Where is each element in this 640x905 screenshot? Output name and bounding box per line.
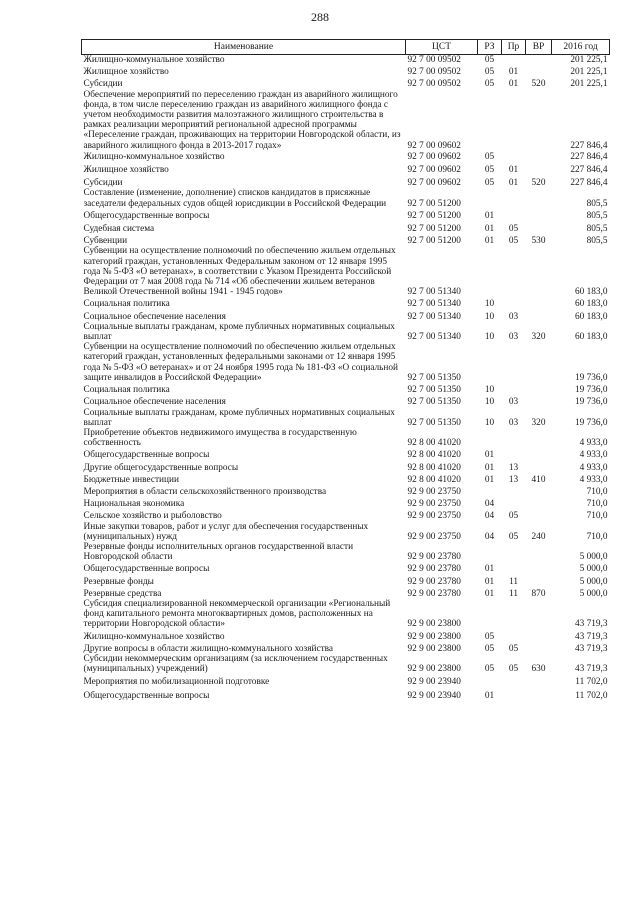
row-rz: 04 [484, 511, 495, 522]
row-pr [502, 542, 526, 562]
row-vr: 320 [531, 417, 546, 428]
row-vr: 320 [531, 332, 546, 343]
row-pr [502, 90, 526, 151]
row-name: Приобретение объектов недвижимого имущества в государственную собственность [83, 427, 357, 449]
row-rz [478, 542, 502, 562]
row-pr [502, 428, 526, 448]
row-vr [526, 246, 552, 297]
row-sum: 805,5 [586, 236, 608, 247]
budget-table [81, 39, 610, 701]
row-name: Другие вопросы в области жилищно-коммунального хозяйства [83, 643, 334, 654]
row-vr [526, 383, 552, 395]
row-rz [478, 485, 502, 497]
row-rz: 01 [484, 588, 495, 599]
row-vr: 870 [531, 588, 546, 599]
row-sum: 710,0 [586, 499, 608, 510]
row-name: Общегосударственные вопросы [83, 210, 210, 221]
row-pr [502, 246, 526, 297]
row-pr [502, 562, 526, 574]
row-code: 92 9 00 23800 [407, 643, 461, 654]
row-code: 92 9 00 23780 [407, 576, 461, 587]
row-name: Субвенции на осуществление полномочий по обеспечению жильем отдельных категорий граждан, установленных федеральными законами от 12 января 1995 года № 5-ФЗ «О ветеранах» и от 24 ноября 1995 года № 181-ФЗ «О социальной защите инвалидов в Российской Федерации» [83, 342, 399, 383]
row-name: Резервные фонды исполнительных органов государственной власти Новгородской области [83, 541, 354, 563]
row-name: Субсидия специализированной некоммерческой организации «Региональный фонд капитального ремонта многоквартирных домов, расположенных на территории Новгородской области» [83, 598, 391, 630]
row-code: 92 7 00 51340 [407, 287, 461, 298]
row-rz [478, 342, 502, 383]
header-pr: Пр [502, 40, 526, 55]
row-sum: 60 183,0 [574, 287, 608, 298]
row-vr [526, 428, 552, 448]
row-name: Социальная политика [83, 385, 170, 396]
row-code: 92 8 00 41020 [407, 450, 461, 461]
row-code: 92 7 00 09602 [407, 178, 461, 189]
row-sum: 19 736,0 [574, 372, 608, 383]
row-rz: 05 [484, 67, 495, 78]
page-number: 288 [311, 10, 329, 24]
row-name: Общегосударственные вопросы [83, 690, 210, 701]
row-vr [526, 630, 552, 642]
table-header-row [82, 40, 610, 55]
table-row [82, 485, 610, 497]
row-rz: 10 [484, 385, 495, 396]
row-code: 92 8 00 41020 [407, 462, 461, 473]
row-pr: 01 [508, 178, 519, 189]
row-code: 92 7 00 51340 [407, 332, 461, 343]
row-sum: 43 719,3 [574, 664, 608, 675]
table-row [82, 188, 610, 208]
table-row [82, 674, 610, 687]
row-name: Социальная политика [83, 299, 170, 310]
row-pr: 05 [508, 511, 519, 522]
row-rz [478, 428, 502, 448]
row-sum: 201 225,1 [570, 67, 608, 78]
row-vr [526, 90, 552, 151]
row-vr [526, 55, 552, 66]
row-code: 92 7 00 51200 [407, 198, 461, 209]
row-rz: 10 [484, 311, 495, 322]
table-row [82, 342, 610, 383]
header-vr: ВР [526, 40, 552, 55]
row-pr: 03 [508, 417, 519, 428]
row-sum: 805,5 [586, 224, 608, 235]
row-vr [526, 461, 552, 473]
table-row [82, 209, 610, 221]
row-pr [502, 55, 526, 66]
row-pr [502, 688, 526, 701]
row-pr: 01 [508, 79, 519, 90]
row-code: 92 7 00 09602 [407, 165, 461, 176]
row-rz [478, 599, 502, 630]
table-row [82, 175, 610, 188]
row-sum: 5 000,0 [579, 552, 608, 563]
row-code: 92 9 00 23750 [407, 486, 461, 497]
row-rz [478, 674, 502, 687]
header-name: Наименование [82, 40, 406, 55]
row-pr [502, 497, 526, 509]
row-pr: 13 [508, 462, 519, 473]
row-code: 92 9 00 23780 [407, 564, 461, 575]
row-vr [526, 485, 552, 497]
row-sum: 43 719,3 [574, 631, 608, 642]
row-sum: 60 183,0 [574, 332, 608, 343]
row-rz: 01 [484, 564, 495, 575]
row-rz: 01 [484, 474, 495, 485]
row-vr [526, 562, 552, 574]
header-rz: РЗ [478, 40, 502, 55]
row-vr [526, 575, 552, 587]
row-vr [526, 395, 552, 407]
row-rz [478, 246, 502, 297]
row-code: 92 7 00 51200 [407, 210, 461, 221]
table-row [82, 395, 610, 407]
row-name: Мероприятия в области сельскохозяйственного производства [83, 486, 327, 497]
row-pr: 11 [509, 588, 518, 599]
table-row [82, 522, 610, 542]
row-pr: 13 [508, 474, 519, 485]
row-vr [526, 162, 552, 175]
row-name: Социальные выплаты гражданам, кроме публичных нормативных социальных выплат [83, 321, 395, 343]
row-pr [502, 383, 526, 395]
row-name: Жилищное хозяйство [83, 165, 169, 176]
row-pr [502, 674, 526, 687]
row-code: 92 8 00 41020 [407, 474, 461, 485]
row-vr [526, 674, 552, 687]
row-sum: 201 225,1 [570, 55, 608, 65]
row-rz: 01 [484, 462, 495, 473]
row-rz [478, 90, 502, 151]
row-code: 92 9 00 23750 [407, 499, 461, 510]
row-rz: 05 [484, 165, 495, 176]
row-rz: 10 [484, 299, 495, 310]
row-name: Жилищно-коммунальное хозяйство [83, 151, 225, 162]
row-code: 92 7 00 51350 [407, 372, 461, 383]
row-vr [526, 542, 552, 562]
row-sum: 4 933,0 [579, 474, 608, 485]
row-sum: 60 183,0 [574, 299, 608, 310]
row-rz: 05 [484, 664, 495, 675]
row-rz: 04 [484, 499, 495, 510]
row-rz: 10 [484, 332, 495, 343]
table-row [82, 562, 610, 574]
row-pr [502, 342, 526, 383]
row-vr [526, 497, 552, 509]
row-name: Субсидии [83, 178, 123, 189]
row-rz: 01 [484, 210, 495, 221]
row-sum: 4 933,0 [579, 462, 608, 473]
table-row [82, 65, 610, 77]
table-row [82, 630, 610, 642]
row-name: Жилищно-коммунальное хозяйство [83, 631, 225, 642]
row-sum: 19 736,0 [574, 417, 608, 428]
table-row [82, 383, 610, 395]
row-sum: 19 736,0 [574, 397, 608, 408]
table-row [82, 310, 610, 322]
row-rz: 10 [484, 397, 495, 408]
header-code: ЦСТ [406, 40, 478, 55]
row-name: Жилищное хозяйство [83, 67, 169, 78]
row-pr [502, 485, 526, 497]
table-row [82, 77, 610, 89]
table-row [82, 509, 610, 521]
table-row [82, 461, 610, 473]
row-sum: 5 000,0 [579, 576, 608, 587]
row-pr: 05 [508, 236, 519, 247]
row-sum: 227 846,4 [570, 165, 608, 176]
table-row [82, 322, 610, 342]
row-vr: 410 [531, 474, 546, 485]
row-code: 92 9 00 23800 [407, 664, 461, 675]
row-pr [502, 599, 526, 630]
row-name: Резервные средства [83, 588, 162, 599]
row-sum: 4 933,0 [579, 450, 608, 461]
row-vr [526, 221, 552, 234]
row-rz: 10 [484, 417, 495, 428]
row-vr [526, 65, 552, 77]
row-code: 92 7 00 51340 [407, 299, 461, 310]
row-name: Субвенции [83, 236, 128, 247]
row-sum: 227 846,4 [570, 178, 608, 189]
row-sum: 5 000,0 [579, 588, 608, 599]
row-pr: 01 [508, 67, 519, 78]
table-row [82, 428, 610, 448]
table-row [82, 162, 610, 175]
row-vr: 520 [531, 79, 546, 90]
row-sum: 805,5 [586, 210, 608, 221]
row-name: Общегосударственные вопросы [83, 450, 210, 461]
row-pr: 05 [508, 664, 519, 675]
table-row [82, 575, 610, 587]
row-sum: 710,0 [586, 511, 608, 522]
table-row [82, 221, 610, 234]
row-sum: 43 719,3 [574, 643, 608, 654]
row-pr: 05 [508, 643, 519, 654]
table-row [82, 234, 610, 246]
row-vr [526, 310, 552, 322]
row-vr [526, 297, 552, 309]
row-sum: 43 719,3 [574, 619, 608, 630]
row-name: Социальное обеспечение населения [83, 311, 226, 322]
row-code: 92 9 00 23800 [407, 631, 461, 642]
row-rz: 05 [484, 643, 495, 654]
row-rz [478, 188, 502, 208]
row-pr [502, 188, 526, 208]
row-pr [502, 151, 526, 162]
row-rz: 01 [484, 690, 495, 701]
row-pr [502, 209, 526, 221]
row-vr [526, 209, 552, 221]
row-code: 92 7 00 09502 [407, 67, 461, 78]
row-code: 92 9 00 23800 [407, 619, 461, 630]
row-name: Обеспечение мероприятий по переселению граждан из аварийного жилищного фонда, в том числе переселению граждан из аварийного жилищного фонда с учетом необходимости развития малоэтажного жилищного строительства в рамках реализации мероприятий региональной адресной программы «Переселение граждан, проживающих на территории Новгородской области, из аварийного жилищного фонда в 2013-2017 годах» [83, 89, 401, 151]
row-rz: 05 [484, 151, 495, 162]
row-pr: 03 [508, 397, 519, 408]
row-name: Судебная система [83, 224, 155, 235]
row-rz: 05 [484, 631, 495, 642]
row-sum: 11 702,0 [575, 690, 608, 701]
row-name: Сельское хозяйство и рыболовство [83, 511, 222, 522]
row-code: 92 7 00 51350 [407, 385, 461, 396]
row-vr: 530 [531, 236, 546, 247]
row-rz: 01 [484, 236, 495, 247]
row-sum: 11 702,0 [575, 677, 608, 688]
row-rz: 05 [484, 55, 495, 65]
row-vr [526, 448, 552, 460]
row-name: Национальная экономика [83, 499, 185, 510]
row-name: Резервные фонды [83, 576, 154, 587]
row-code: 92 9 00 23780 [407, 552, 461, 563]
header-sum: 2016 год [552, 40, 610, 55]
row-vr [526, 151, 552, 162]
table-body [82, 55, 610, 701]
row-vr: 520 [531, 178, 546, 189]
row-rz: 01 [484, 450, 495, 461]
row-name: Социальное обеспечение населения [83, 397, 226, 408]
row-rz: 05 [484, 79, 495, 90]
row-code: 92 8 00 41020 [407, 438, 461, 449]
row-code: 92 9 00 23780 [407, 588, 461, 599]
row-name: Составление (изменение, дополнение) списков кандидатов в присяжные заседатели федеральных судов общей юрисдикции в Российской Федерации [83, 188, 387, 209]
row-pr [502, 448, 526, 460]
table-row [82, 688, 610, 701]
row-name: Жилищно-коммунальное хозяйство [83, 55, 225, 65]
row-pr: 01 [508, 165, 519, 176]
row-rz: 01 [484, 576, 495, 587]
row-rz: 05 [484, 178, 495, 189]
row-name: Субсидии некоммерческим организациям (за исключением государственных (муниципальных) учреждений) [83, 653, 388, 675]
row-name: Субсидии [83, 79, 123, 90]
row-name: Мероприятия по мобилизационной подготовке [83, 677, 270, 688]
row-vr [526, 599, 552, 630]
row-code: 92 7 00 51200 [407, 224, 461, 235]
table-row [82, 90, 610, 151]
row-name: Общегосударственные вопросы [83, 564, 210, 575]
table-row [82, 408, 610, 428]
table-row [82, 448, 610, 460]
row-pr: 03 [508, 332, 519, 343]
table-row [82, 246, 610, 297]
row-sum: 19 736,0 [574, 385, 608, 396]
row-code: 92 9 00 23940 [407, 690, 461, 701]
row-rz: 01 [484, 224, 495, 235]
row-code: 92 7 00 09502 [407, 55, 461, 65]
table-row [82, 642, 610, 654]
row-vr [526, 642, 552, 654]
row-sum: 227 846,4 [570, 151, 608, 162]
row-code: 92 7 00 51350 [407, 417, 461, 428]
table-row [82, 151, 610, 162]
table-row [82, 55, 610, 66]
table-row [82, 497, 610, 509]
row-vr: 240 [531, 531, 546, 542]
table-row [82, 654, 610, 674]
table-row [82, 599, 610, 630]
row-sum: 710,0 [586, 531, 608, 542]
row-vr [526, 509, 552, 521]
row-sum: 60 183,0 [574, 311, 608, 322]
row-vr [526, 342, 552, 383]
row-code: 92 7 00 51340 [407, 311, 461, 322]
row-sum: 227 846,4 [570, 140, 608, 151]
row-rz: 04 [484, 531, 495, 542]
row-pr [502, 630, 526, 642]
row-code: 92 7 00 09502 [407, 79, 461, 90]
table-row [82, 542, 610, 562]
row-sum: 710,0 [586, 486, 608, 497]
row-pr [502, 297, 526, 309]
row-name: Другие общегосударственные вопросы [83, 462, 239, 473]
row-code: 92 7 00 09602 [407, 151, 461, 162]
row-sum: 4 933,0 [579, 438, 608, 449]
table-row [82, 297, 610, 309]
row-code: 92 9 00 23750 [407, 511, 461, 522]
row-pr: 05 [508, 224, 519, 235]
row-code: 92 9 00 23750 [407, 531, 461, 542]
row-vr [526, 688, 552, 701]
row-code: 92 7 00 51200 [407, 236, 461, 247]
row-sum: 805,5 [586, 198, 608, 209]
row-name: Бюджетные инвестиции [83, 474, 179, 485]
row-code: 92 7 00 09602 [407, 140, 461, 151]
row-name: Иные закупки товаров, работ и услуг для обеспечения государственных (муниципальных) нужд [83, 521, 369, 542]
table-row [82, 473, 610, 485]
row-name: Субвенции на осуществление полномочий по обеспечению жильем отдельных категорий граждан, установленных Федеральным законом от 12 января 1995 года № 5-ФЗ «О ветеранах», в соответствии с Указом Президента Российской Федерации от 7 мая 2008 года № 714 «Об обеспечении жильем ветеранов Великой Отечественной войны 1941 - 1945 годов» [83, 246, 396, 298]
row-vr [526, 188, 552, 208]
row-code: 92 7 00 51350 [407, 397, 461, 408]
row-name: Социальные выплаты гражданам, кроме публичных нормативных социальных выплат [83, 407, 395, 428]
table-row [82, 587, 610, 599]
row-pr: 05 [508, 531, 519, 542]
row-code: 92 9 00 23940 [407, 677, 461, 688]
row-pr: 11 [509, 576, 518, 587]
row-pr: 03 [508, 311, 519, 322]
row-sum: 201 225,1 [570, 79, 608, 90]
row-sum: 5 000,0 [579, 564, 608, 575]
row-vr: 630 [531, 664, 546, 675]
